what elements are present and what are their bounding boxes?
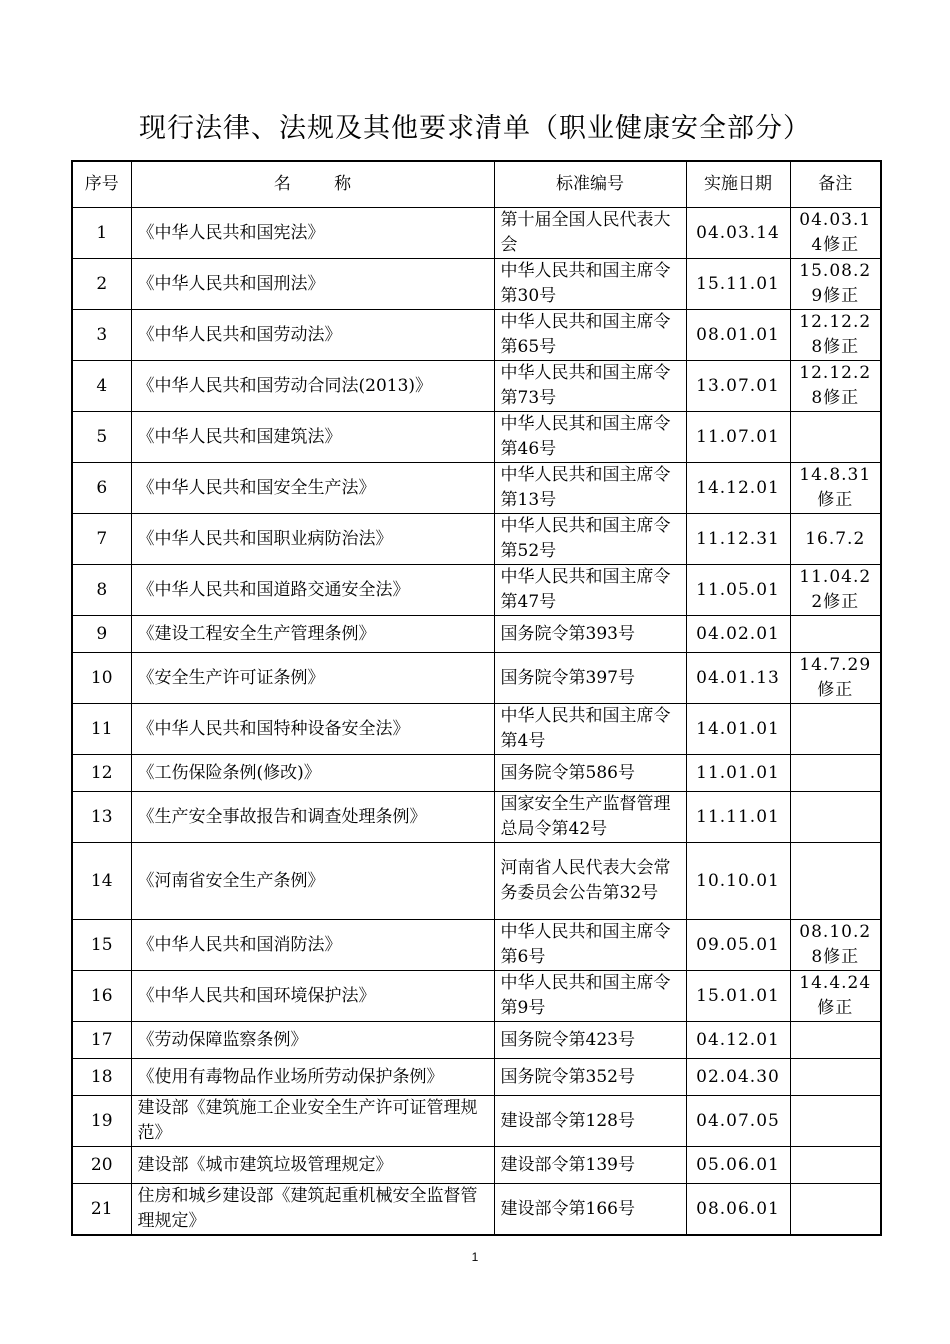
- remarks: 14.4.24修正: [790, 971, 881, 1022]
- regulation-name: 建设部《城市建筑垃圾管理规定》: [131, 1147, 494, 1184]
- row-number: 1: [72, 208, 131, 259]
- header-date: 实施日期: [686, 161, 790, 208]
- effective-date: 11.07.01: [686, 412, 790, 463]
- row-number: 10: [72, 653, 131, 704]
- remarks: [790, 1147, 881, 1184]
- row-number: 2: [72, 259, 131, 310]
- row-number: 7: [72, 514, 131, 565]
- row-number: 15: [72, 920, 131, 971]
- remarks: [790, 704, 881, 755]
- table-row: [72, 971, 881, 1022]
- table-row: [72, 412, 881, 463]
- row-number: 4: [72, 361, 131, 412]
- effective-date: 04.01.13: [686, 653, 790, 704]
- regulation-name: 《工伤保险条例(修改)》: [131, 755, 494, 792]
- remarks: 11.04.22修正: [790, 565, 881, 616]
- standard-number: 国务院令第352号: [494, 1059, 686, 1096]
- table-row: [72, 653, 881, 704]
- regulation-name: 《中华人民共和国劳动法》: [131, 310, 494, 361]
- remarks: [790, 1059, 881, 1096]
- regulation-name: 《中华人民共和国特种设备安全法》: [131, 704, 494, 755]
- remarks: 12.12.28修正: [790, 310, 881, 361]
- regulation-name: 《生产安全事故报告和调查处理条例》: [131, 792, 494, 843]
- remarks: [790, 616, 881, 653]
- table-row: [72, 463, 881, 514]
- effective-date: 15.11.01: [686, 259, 790, 310]
- row-number: 12: [72, 755, 131, 792]
- standard-number: 中华人民共和国主席令第9号: [494, 971, 686, 1022]
- effective-date: 11.01.01: [686, 755, 790, 792]
- row-number: 9: [72, 616, 131, 653]
- table-header-row: [72, 161, 881, 208]
- row-number: 5: [72, 412, 131, 463]
- row-number: 17: [72, 1022, 131, 1059]
- page-title: 现行法律、法规及其他要求清单（职业健康安全部分）: [139, 113, 811, 144]
- effective-date: 04.02.01: [686, 616, 790, 653]
- row-number: 6: [72, 463, 131, 514]
- header-name: 名 称: [131, 161, 494, 208]
- standard-number: 中华人民共和国主席令第65号: [494, 310, 686, 361]
- effective-date: 11.05.01: [686, 565, 790, 616]
- effective-date: 14.12.01: [686, 463, 790, 514]
- standard-number: 国务院令第586号: [494, 755, 686, 792]
- remarks: 04.03.14修正: [790, 208, 881, 259]
- remarks: [790, 843, 881, 920]
- standard-number: 建设部令第139号: [494, 1147, 686, 1184]
- regulation-name: 《中华人民共和国道路交通安全法》: [131, 565, 494, 616]
- remarks: [790, 1096, 881, 1147]
- remarks: 12.12.28修正: [790, 361, 881, 412]
- regulation-name: 《建设工程安全生产管理条例》: [131, 616, 494, 653]
- regulation-name: 住房和城乡建设部《建筑起重机械安全监督管理规定》: [131, 1184, 494, 1236]
- standard-number: 中华人民其和国主席令第46号: [494, 412, 686, 463]
- effective-date: 10.10.01: [686, 843, 790, 920]
- table-row: [72, 259, 881, 310]
- remarks: 14.8.31修正: [790, 463, 881, 514]
- table-row: [72, 1096, 881, 1147]
- remarks: [790, 792, 881, 843]
- regulation-name: 《中华人民共和国宪法》: [131, 208, 494, 259]
- row-number: 16: [72, 971, 131, 1022]
- standard-number: 国务院令第423号: [494, 1022, 686, 1059]
- standard-number: 中华人民共和国主席令第4号: [494, 704, 686, 755]
- row-number: 21: [72, 1184, 131, 1236]
- effective-date: 13.07.01: [686, 361, 790, 412]
- regulation-name: 《中华人民共和国安全生产法》: [131, 463, 494, 514]
- standard-number: 中华人民共和国主席令第13号: [494, 463, 686, 514]
- table-row: [72, 1147, 881, 1184]
- header-no: 序号: [72, 161, 131, 208]
- table-row: [72, 361, 881, 412]
- effective-date: 14.01.01: [686, 704, 790, 755]
- regulation-name: 《中华人民共和国刑法》: [131, 259, 494, 310]
- remarks: [790, 755, 881, 792]
- standard-number: 第十届全国人民代表大会: [494, 208, 686, 259]
- regulation-name: 《中华人民共和国劳动合同法(2013)》: [131, 361, 494, 412]
- standard-number: 建设部令第166号: [494, 1184, 686, 1236]
- row-number: 13: [72, 792, 131, 843]
- remarks: 16.7.2: [790, 514, 881, 565]
- standard-number: 国务院令第393号: [494, 616, 686, 653]
- table-row: [72, 1022, 881, 1059]
- row-number: 18: [72, 1059, 131, 1096]
- regulation-name: 《中华人民共和国建筑法》: [131, 412, 494, 463]
- standard-number: 国务院令第397号: [494, 653, 686, 704]
- effective-date: 11.11.01: [686, 792, 790, 843]
- regulation-name: 建设部《建筑施工企业安全生产许可证管理规范》: [131, 1096, 494, 1147]
- regulation-name: 《中华人民共和国消防法》: [131, 920, 494, 971]
- remarks: [790, 1022, 881, 1059]
- table-row: [72, 310, 881, 361]
- table-row: [72, 514, 881, 565]
- remarks: [790, 412, 881, 463]
- regulation-name: 《安全生产许可证条例》: [131, 653, 494, 704]
- effective-date: 02.04.30: [686, 1059, 790, 1096]
- standard-number: 中华人民共和国主席令第47号: [494, 565, 686, 616]
- effective-date: 15.01.01: [686, 971, 790, 1022]
- standard-number: 中华人民共和国主席令第73号: [494, 361, 686, 412]
- standard-number: 河南省人民代表大会常务委员会公告第32号: [494, 843, 686, 920]
- standard-number: 中华人民共和国主席令第6号: [494, 920, 686, 971]
- regulation-name: 《河南省安全生产条例》: [131, 843, 494, 920]
- standard-number: 中华人民共和国主席令第52号: [494, 514, 686, 565]
- standard-number: 中华人民共和国主席令第30号: [494, 259, 686, 310]
- row-number: 3: [72, 310, 131, 361]
- table-row: [72, 792, 881, 843]
- table-row: [72, 1184, 881, 1236]
- regulation-name: 《中华人民共和国职业病防治法》: [131, 514, 494, 565]
- effective-date: 04.03.14: [686, 208, 790, 259]
- regulation-name: 《使用有毒物品作业场所劳动保护条例》: [131, 1059, 494, 1096]
- table-row: [72, 920, 881, 971]
- table-row: [72, 616, 881, 653]
- standard-number: 建设部令第128号: [494, 1096, 686, 1147]
- table-row: [72, 565, 881, 616]
- table-row: [72, 208, 881, 259]
- regulation-name: 《中华人民共和国环境保护法》: [131, 971, 494, 1022]
- page-number: 1: [471, 1250, 479, 1264]
- regulations-table: [71, 160, 882, 1236]
- header-standard: 标准编号: [494, 161, 686, 208]
- remarks: [790, 1184, 881, 1236]
- remarks: 15.08.29修正: [790, 259, 881, 310]
- effective-date: 08.06.01: [686, 1184, 790, 1236]
- table-row: [72, 755, 881, 792]
- effective-date: 11.12.31: [686, 514, 790, 565]
- row-number: 14: [72, 843, 131, 920]
- effective-date: 05.06.01: [686, 1147, 790, 1184]
- table-row: [72, 1059, 881, 1096]
- row-number: 19: [72, 1096, 131, 1147]
- regulation-name: 《劳动保障监察条例》: [131, 1022, 494, 1059]
- remarks: 14.7.29修正: [790, 653, 881, 704]
- standard-number: 国家安全生产监督管理总局令第42号: [494, 792, 686, 843]
- row-number: 8: [72, 565, 131, 616]
- row-number: 11: [72, 704, 131, 755]
- table-row: [72, 843, 881, 920]
- row-number: 20: [72, 1147, 131, 1184]
- effective-date: 09.05.01: [686, 920, 790, 971]
- table-row: [72, 704, 881, 755]
- effective-date: 04.07.05: [686, 1096, 790, 1147]
- effective-date: 08.01.01: [686, 310, 790, 361]
- remarks: 08.10.28修正: [790, 920, 881, 971]
- header-note: 备注: [790, 161, 881, 208]
- effective-date: 04.12.01: [686, 1022, 790, 1059]
